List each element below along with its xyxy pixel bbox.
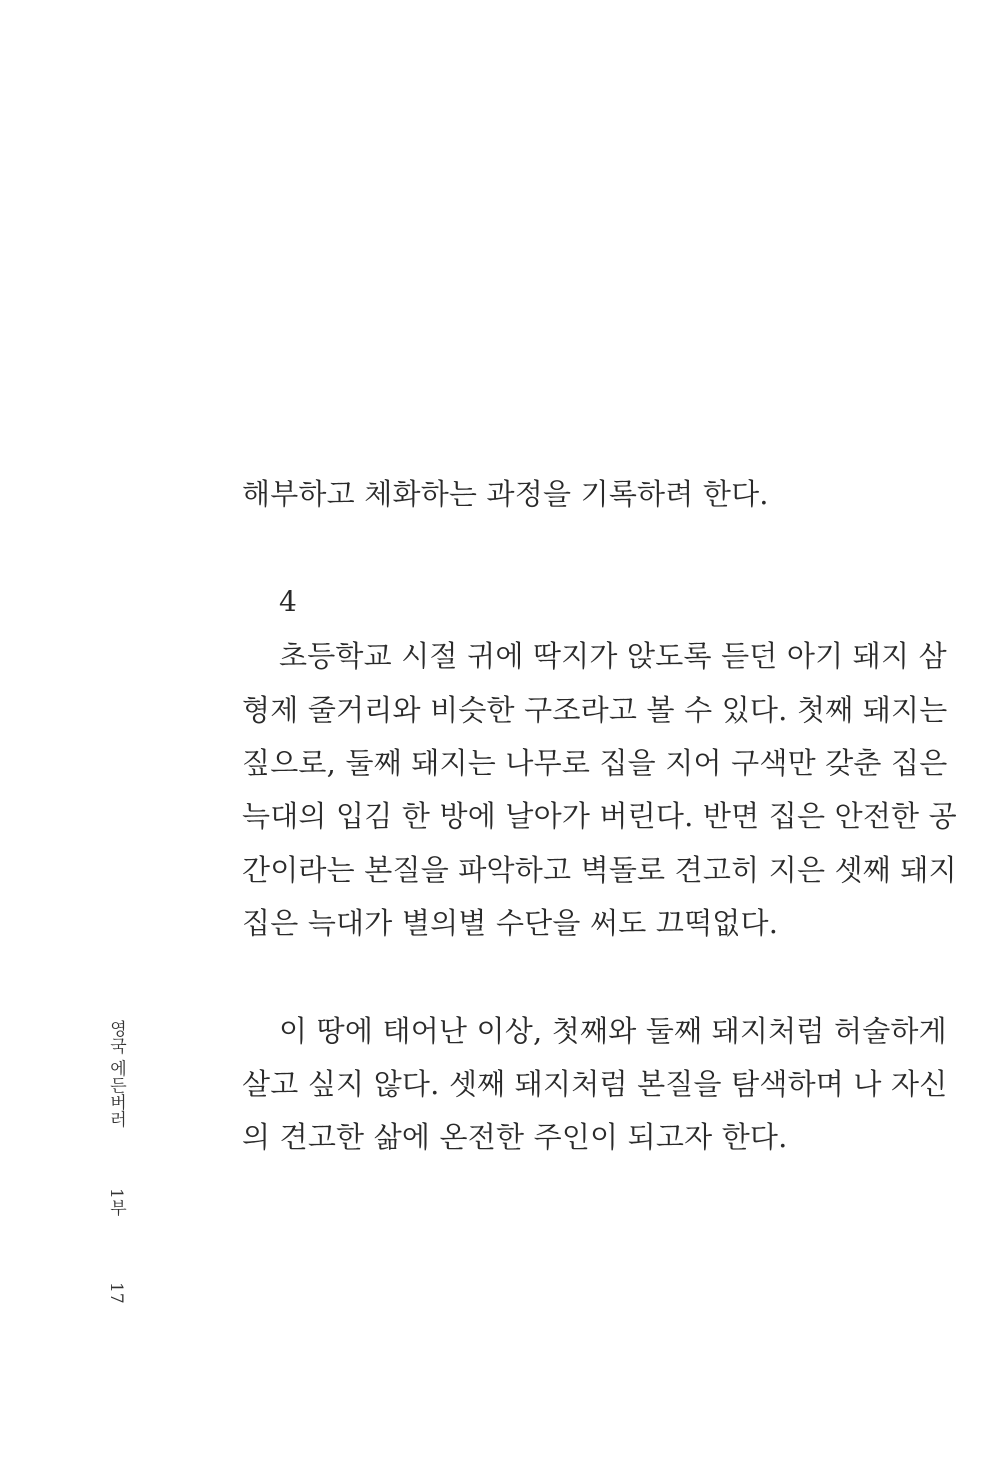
page-number: 17	[106, 1282, 126, 1304]
paragraph-2-line-1: 이 땅에 태어난 이상, 첫째와 둘째 돼지처럼 허술하게	[279, 1014, 947, 1048]
paragraph-1-line-4: 늑대의 입김 한 방에 날아가 버린다. 반면 집은 안전한 공	[242, 799, 957, 833]
paragraph-2-line-3: 의 견고한 삶에 온전한 주인이 되고자 한다.	[242, 1120, 788, 1154]
paragraph-1-line-6: 집은 늑대가 별의별 수단을 써도 끄떡없다.	[242, 906, 779, 940]
paragraph-1-line-1: 초등학교 시절 귀에 딱지가 앉도록 듣던 아기 돼지 삼	[279, 639, 947, 673]
paragraph-2-line-2: 살고 싶지 않다. 셋째 돼지처럼 본질을 탐색하며 나 자신	[242, 1067, 948, 1101]
continued-line: 해부하고 체화하는 과정을 기록하려 한다.	[242, 477, 769, 511]
paragraph-1-line-3: 짚으로, 둘째 돼지는 나무로 집을 지어 구색만 갖춘 집은	[242, 746, 948, 780]
running-header-title: 영국 에든버러	[106, 1020, 126, 1128]
paragraph-1-line-2: 형제 줄거리와 비슷한 구조라고 볼 수 있다. 첫째 돼지는	[242, 693, 948, 727]
section-number: 4	[279, 585, 297, 618]
paragraph-1-line-5: 간이라는 본질을 파악하고 벽돌로 견고히 지은 셋째 돼지	[242, 853, 957, 887]
running-header-part: 1부	[106, 1188, 126, 1216]
running-header	[100, 1020, 140, 1320]
